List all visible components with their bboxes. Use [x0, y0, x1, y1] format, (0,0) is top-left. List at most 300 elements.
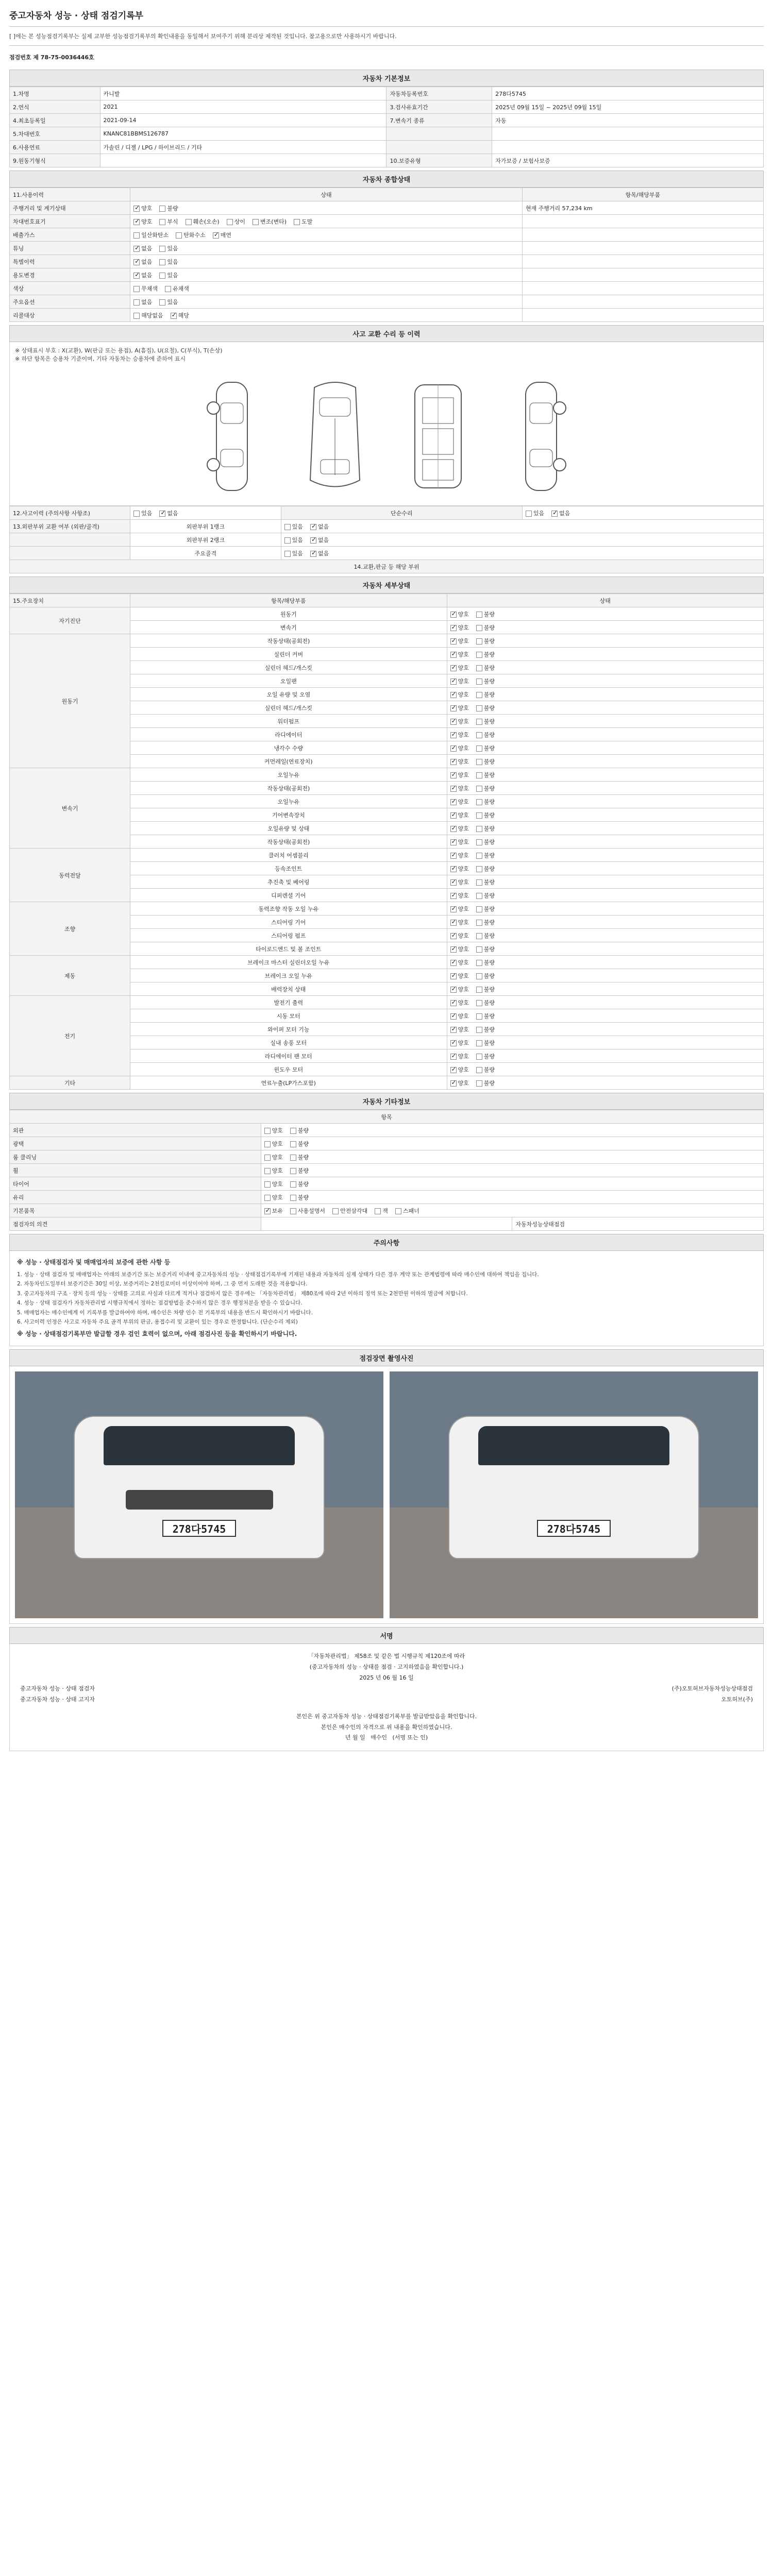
- state-good-checkbox[interactable]: [450, 705, 457, 711]
- etc-bad-checkbox[interactable]: [290, 1181, 296, 1188]
- detail-item: 시동 모터: [130, 1009, 447, 1023]
- state-bad-checkbox[interactable]: [476, 920, 482, 926]
- detail-item: 냉각수 수량: [130, 741, 447, 755]
- general-option: 변조(변타): [253, 217, 287, 226]
- repair-yes-checkbox[interactable]: [526, 511, 532, 517]
- general-label: 특별이력: [10, 255, 130, 268]
- general-checkbox[interactable]: [133, 273, 140, 279]
- state-good-checkbox[interactable]: [450, 625, 457, 631]
- detail-item: 윈도우 모터: [130, 1063, 447, 1076]
- general-checkbox[interactable]: [159, 219, 165, 225]
- etc-options: 양호 불량: [261, 1137, 763, 1150]
- state-good-checkbox[interactable]: [450, 786, 457, 792]
- basic-value-2: [492, 141, 764, 154]
- state-good-checkbox[interactable]: [450, 692, 457, 698]
- general-checkbox[interactable]: [253, 219, 259, 225]
- detail-state: ✓ 양호 불량: [447, 768, 763, 782]
- detail-group: 조향: [10, 902, 130, 956]
- etc-options: 양호 불량: [261, 1177, 763, 1191]
- state-good-checkbox[interactable]: [450, 1067, 457, 1073]
- detail-item: 브레이크 마스터 실린더오일 누유: [130, 956, 447, 969]
- col-state: 상태: [130, 188, 523, 201]
- accident-table: [9, 506, 764, 573]
- basic-value: 2021: [100, 100, 386, 114]
- detail-item: 와이퍼 모터 기능: [130, 1023, 447, 1036]
- general-option: 해당없음: [133, 311, 163, 319]
- opinion-label: 점검자의 의견: [10, 1217, 261, 1231]
- basic-row: [10, 100, 764, 114]
- etc-row: [10, 1124, 764, 1137]
- state-bad-checkbox[interactable]: [476, 638, 482, 645]
- detail-state: ✓ 양호 불량: [447, 902, 763, 916]
- state-good-checkbox[interactable]: [450, 839, 457, 845]
- detail-state: ✓ 양호 불량: [447, 1076, 763, 1090]
- state-good-checkbox[interactable]: [450, 1054, 457, 1060]
- state-bad-checkbox[interactable]: [476, 906, 482, 912]
- etc-row: [10, 1164, 764, 1177]
- general-row: [10, 268, 764, 282]
- detail-state: ✓ 양호 불량: [447, 674, 763, 688]
- state-good-checkbox[interactable]: [450, 612, 457, 618]
- general-option: 탄화수소: [176, 231, 206, 239]
- detail-header: 자동차 세부상태: [9, 577, 764, 594]
- general-option: 일산화탄소: [133, 231, 169, 239]
- general-checkbox[interactable]: [227, 219, 233, 225]
- state-bad-checkbox[interactable]: [476, 839, 482, 845]
- notes-title: ※ 성능 · 상태점검자 및 매매업자의 보증에 관한 사항 등: [17, 1259, 171, 1266]
- general-row: [10, 295, 764, 309]
- detail-state: ✓ 양호 불량: [447, 1023, 763, 1036]
- basic-items-label: 기본품목: [10, 1204, 261, 1217]
- detail-item: 작동상태(공회전): [130, 634, 447, 648]
- state-bad-checkbox[interactable]: [476, 745, 482, 752]
- exchange-no-checkbox[interactable]: [310, 524, 316, 530]
- general-option: 도말: [294, 217, 312, 226]
- etc-label: 휠: [10, 1164, 261, 1177]
- general-option: ✓ 없음: [133, 271, 152, 279]
- general-checkbox[interactable]: [186, 219, 192, 225]
- state-good-checkbox[interactable]: [450, 1013, 457, 1020]
- state-bad-checkbox[interactable]: [476, 826, 482, 832]
- general-label: 튜닝: [10, 242, 130, 255]
- detail-item: 스티어링 펌프: [130, 929, 447, 942]
- general-options: [130, 309, 523, 322]
- general-options: [130, 255, 523, 268]
- state-bad-checkbox[interactable]: [476, 692, 482, 698]
- detail-state: ✓ 양호 불량: [447, 822, 763, 835]
- opinion-value: [261, 1217, 512, 1231]
- etc-row: [10, 1177, 764, 1191]
- general-checkbox[interactable]: [133, 219, 140, 225]
- exchange-options: 있음✓ 없음: [281, 547, 763, 560]
- general-options: [130, 268, 523, 282]
- basic-row: [10, 141, 764, 154]
- detail-state: ✓ 양호 불량: [447, 1036, 763, 1049]
- state-good-checkbox[interactable]: [450, 853, 457, 859]
- general-state-table: [9, 188, 764, 322]
- state-good-checkbox[interactable]: [450, 893, 457, 899]
- basic-value-2: [492, 127, 764, 141]
- exchange-part: 외판부위 2랭크: [130, 533, 281, 547]
- state-bad-checkbox[interactable]: [476, 772, 482, 778]
- basic-item-checkbox[interactable]: [395, 1208, 401, 1214]
- state-bad-checkbox[interactable]: [476, 625, 482, 631]
- sign-line-1: 「자동차관리법」 제58조 및 같은 법 시행규칙 제120조에 따라: [308, 1653, 465, 1660]
- note-line: 1. 성능 · 상태 점검자 및 매매업자는 아래의 보증기간 또는 보증거리 이내에 중고자동차의 성능 · 상태점검기록부에 기재된 내용과 자동차의 실제 상태가 다른 경우 계약 또는 관계법령에 따라 매수인에 대하여 책임을 집니다.: [17, 1272, 539, 1278]
- exchange-yes-checkbox[interactable]: [284, 551, 291, 557]
- etc-row: [10, 1191, 764, 1204]
- general-option: ✓ 해당: [171, 311, 189, 319]
- detail-item: 기어변속장치: [130, 808, 447, 822]
- state-bad-checkbox[interactable]: [476, 665, 482, 671]
- detail-state: ✓ 양호 불량: [447, 835, 763, 849]
- etc-label: 유리: [10, 1191, 261, 1204]
- general-checkbox[interactable]: [171, 313, 177, 319]
- repair-no-checkbox[interactable]: [551, 511, 558, 517]
- exchange-row: [10, 547, 764, 560]
- general-checkbox[interactable]: [159, 246, 165, 252]
- notes-body: [9, 1251, 764, 1346]
- general-detail: [522, 295, 763, 309]
- detail-item: 작동상태(공회전): [130, 782, 447, 795]
- general-row: [10, 282, 764, 295]
- basic-info-table: [9, 87, 764, 167]
- state-good-checkbox[interactable]: [450, 759, 457, 765]
- general-checkbox[interactable]: [165, 286, 171, 292]
- detail-row: [10, 768, 764, 782]
- detail-state: ✓ 양호 불량: [447, 755, 763, 768]
- basic-item-checkbox[interactable]: [332, 1208, 339, 1214]
- receipt-date: 년 월 일: [345, 1734, 365, 1741]
- state-bad-checkbox[interactable]: [476, 893, 482, 899]
- detail-item: 등속조인트: [130, 862, 447, 875]
- general-detail: [522, 268, 763, 282]
- state-good-checkbox[interactable]: [450, 960, 457, 966]
- etc-bad-checkbox[interactable]: [290, 1168, 296, 1174]
- exchange-part: 주요골격: [130, 547, 281, 560]
- detail-item: 스티어링 기어: [130, 916, 447, 929]
- basic-info-header: 자동차 기본정보: [9, 70, 764, 87]
- inspector-value: (주)오토허브자동차성능상태점검: [671, 1685, 753, 1692]
- state-bad-checkbox[interactable]: [476, 786, 482, 792]
- detail-item: 클러치 어셈블리: [130, 849, 447, 862]
- basic-value: 카니발: [100, 87, 386, 100]
- detail-state: ✓ 양호 불량: [447, 741, 763, 755]
- general-option: ✓ 양호: [133, 204, 152, 212]
- general-checkbox[interactable]: [133, 246, 140, 252]
- exchange-label: [10, 533, 130, 547]
- detail-item: 실내 송풍 모터: [130, 1036, 447, 1049]
- detail-item: 브레이크 오일 누유: [130, 969, 447, 982]
- exchange-yes-checkbox[interactable]: [284, 524, 291, 530]
- state-good-checkbox[interactable]: [450, 799, 457, 805]
- notes-header: 주의사항: [9, 1234, 764, 1251]
- exchange-row: [10, 520, 764, 533]
- state-good-checkbox[interactable]: [450, 1040, 457, 1046]
- sign-section: [9, 1644, 764, 1751]
- detail-group: 기타: [10, 1076, 130, 1090]
- basic-key: 1.차명: [10, 87, 100, 100]
- general-option: ✓ 없음: [133, 258, 152, 266]
- notes-footer: ※ 성능 · 상태점검기록부만 발급할 경우 검인 효력이 없으며, 아래 점검사진 등을 확인하시기 바랍니다.: [17, 1330, 297, 1338]
- state-good-checkbox[interactable]: [450, 946, 457, 953]
- state-bad-checkbox[interactable]: [476, 933, 482, 939]
- basic-value-2: 2025년 09월 15일 ~ 2025년 09월 15일: [492, 100, 764, 114]
- detail-state: ✓ 양호 불량: [447, 701, 763, 715]
- state-bad-checkbox[interactable]: [476, 973, 482, 979]
- document-title: 중고자동차 성능 · 상태 점검기록부: [9, 6, 764, 27]
- etc-options: 양호 불량: [261, 1150, 763, 1164]
- detail-state: ✓ 양호 불량: [447, 607, 763, 621]
- state-bad-checkbox[interactable]: [476, 1054, 482, 1060]
- state-good-checkbox[interactable]: [450, 745, 457, 752]
- general-option: 있음: [159, 271, 178, 279]
- detail-item: 오일누유: [130, 768, 447, 782]
- state-bad-checkbox[interactable]: [476, 1027, 482, 1033]
- state-good-checkbox[interactable]: [450, 906, 457, 912]
- state-bad-checkbox[interactable]: [476, 612, 482, 618]
- etc-bad-checkbox[interactable]: [290, 1141, 296, 1147]
- general-checkbox[interactable]: [159, 259, 165, 265]
- accident-yes-checkbox[interactable]: [133, 511, 140, 517]
- front-photo: [15, 1371, 383, 1618]
- etc-good-checkbox[interactable]: [264, 1168, 271, 1174]
- state-bad-checkbox[interactable]: [476, 732, 482, 738]
- general-label: 주요옵션: [10, 295, 130, 309]
- detail-group: 변속기: [10, 768, 130, 849]
- state-good-checkbox[interactable]: [450, 679, 457, 685]
- general-label: 주행거리 및 계기상태: [10, 201, 130, 215]
- state-bad-checkbox[interactable]: [476, 853, 482, 859]
- state-bad-checkbox[interactable]: [476, 719, 482, 725]
- detail-item: 변속기: [130, 621, 447, 634]
- state-good-checkbox[interactable]: [450, 652, 457, 658]
- col-part: 항목/해당부품: [130, 594, 447, 607]
- general-row: [10, 228, 764, 242]
- detail-state: ✓ 양호 불량: [447, 862, 763, 875]
- etc-good-checkbox[interactable]: [264, 1155, 271, 1161]
- general-checkbox[interactable]: [133, 206, 140, 212]
- general-row: [10, 309, 764, 322]
- legend-line-2: ※ 하단 항목은 승용차 기준이며, 기타 자동차는 승용차에 준하여 표시: [15, 355, 186, 362]
- detail-item: 실린더 헤드/개스킷: [130, 701, 447, 715]
- general-option: 부식: [159, 217, 178, 226]
- detail-state: ✓ 양호 불량: [447, 916, 763, 929]
- general-label: 배출가스: [10, 228, 130, 242]
- state-bad-checkbox[interactable]: [476, 987, 482, 993]
- recipient-label: 매수인: [371, 1734, 388, 1741]
- legend-line-1: ※ 상태표시 부호 : X(교환), W(판금 또는 용접), A(흠집), U(요철), C(부식), T(손상): [15, 347, 223, 354]
- state-good-checkbox[interactable]: [450, 879, 457, 886]
- general-checkbox[interactable]: [176, 232, 182, 239]
- basic-item-checkbox[interactable]: [375, 1208, 381, 1214]
- general-checkbox[interactable]: [133, 313, 140, 319]
- etc-bad-checkbox[interactable]: [290, 1128, 296, 1134]
- etc-row: [10, 1150, 764, 1164]
- detail-row: [10, 996, 764, 1009]
- detail-state: ✓ 양호 불량: [447, 956, 763, 969]
- state-bad-checkbox[interactable]: [476, 1000, 482, 1006]
- basic-item-checkbox[interactable]: [290, 1208, 296, 1214]
- basic-key-2: 10.보증유형: [386, 154, 492, 167]
- state-bad-checkbox[interactable]: [476, 879, 482, 886]
- general-detail: [522, 255, 763, 268]
- state-bad-checkbox[interactable]: [476, 1067, 482, 1073]
- general-detail: [522, 282, 763, 295]
- simple-repair-label: 단순수리: [281, 506, 522, 520]
- general-row: [10, 242, 764, 255]
- state-bad-checkbox[interactable]: [476, 1080, 482, 1087]
- state-good-checkbox[interactable]: [450, 933, 457, 939]
- general-checkbox[interactable]: [159, 206, 165, 212]
- col-main-device: 15.주요장치: [10, 594, 130, 607]
- basic-key: 2.연식: [10, 100, 100, 114]
- rear-plate: 278다5745: [537, 1520, 611, 1537]
- general-checkbox[interactable]: [294, 219, 300, 225]
- general-option: 유채색: [165, 284, 189, 293]
- detail-item: 연료누출(LP가스포함): [130, 1076, 447, 1090]
- col-usage-history: 11.사용이력: [10, 188, 130, 201]
- detail-item: 오일 유량 및 오염: [130, 688, 447, 701]
- seller-value: 오토허브(주): [721, 1696, 753, 1703]
- state-bad-checkbox[interactable]: [476, 946, 482, 953]
- detail-item: 디퍼렌셜 기어: [130, 889, 447, 902]
- state-bad-checkbox[interactable]: [476, 799, 482, 805]
- detail-row: [10, 634, 764, 648]
- etc-bad-checkbox[interactable]: [290, 1155, 296, 1161]
- notice-text: [ ]에는 본 성능점검기록부는 실제 교부한 성능점검기록부의 확인내용을 동일해서 보여주기 위해 분리상 제작된 것입니다. 참고용으로만 사용하시기 바랍니다.: [9, 27, 764, 46]
- basic-value: [100, 154, 386, 167]
- state-good-checkbox[interactable]: [450, 732, 457, 738]
- etc-bad-checkbox[interactable]: [290, 1195, 296, 1201]
- etc-row: [10, 1137, 764, 1150]
- note-line: 2. 자동차인도일부터 보증기간은 30일 이상, 보증거리는 2천킬로미터 이상이어야 하며, 그 중 먼저 도래한 것을 적용합니다.: [17, 1281, 308, 1287]
- basic-key-2: 3.검사유효기간: [386, 100, 492, 114]
- state-bad-checkbox[interactable]: [476, 705, 482, 711]
- general-detail: [522, 242, 763, 255]
- basic-key-2: 자동차등록번호: [386, 87, 492, 100]
- general-checkbox[interactable]: [159, 273, 165, 279]
- state-bad-checkbox[interactable]: [476, 1040, 482, 1046]
- detail-group: 전기: [10, 996, 130, 1076]
- accident-header: 사고 교환 수리 등 이력: [9, 325, 764, 342]
- etc-good-checkbox[interactable]: [264, 1141, 271, 1147]
- state-good-checkbox[interactable]: [450, 812, 457, 819]
- state-good-checkbox[interactable]: [450, 987, 457, 993]
- detail-group: 동력전달: [10, 849, 130, 902]
- col-detail-state: 상태: [447, 594, 763, 607]
- state-bad-checkbox[interactable]: [476, 812, 482, 819]
- accident-legend: [9, 342, 764, 367]
- simple-repair-value: 있음✓ 없음: [522, 506, 763, 520]
- basic-value: KNANC81BBMS126787: [100, 127, 386, 141]
- state-good-checkbox[interactable]: [450, 973, 457, 979]
- general-options: [130, 282, 523, 295]
- accident-history-value: 있음✓ 없음: [130, 506, 281, 520]
- general-options: [130, 242, 523, 255]
- col-detail: 항목/해당부품: [522, 188, 763, 201]
- state-good-checkbox[interactable]: [450, 665, 457, 671]
- state-bad-checkbox[interactable]: [476, 679, 482, 685]
- basic-row: [10, 114, 764, 127]
- general-option: ✓ 매연: [213, 231, 231, 239]
- state-bad-checkbox[interactable]: [476, 866, 482, 872]
- detail-group: 제동: [10, 956, 130, 996]
- detail-state: ✓ 양호 불량: [447, 728, 763, 741]
- basic-key: 5.차대번호: [10, 127, 100, 141]
- exchange-no-checkbox[interactable]: [310, 537, 316, 544]
- signature-field[interactable]: (서명 또는 인): [392, 1734, 428, 1741]
- state-bad-checkbox[interactable]: [476, 960, 482, 966]
- etc-table: [9, 1110, 764, 1231]
- etc-options: 양호 불량: [261, 1124, 763, 1137]
- exchange-no-checkbox[interactable]: [310, 551, 316, 557]
- photos-header: 점검장면 촬영사진: [9, 1349, 764, 1366]
- state-bad-checkbox[interactable]: [476, 652, 482, 658]
- basic-item-checkbox[interactable]: [264, 1208, 271, 1214]
- state-good-checkbox[interactable]: [450, 826, 457, 832]
- etc-label: 외관: [10, 1124, 261, 1137]
- general-checkbox[interactable]: [133, 259, 140, 265]
- detail-item: 배력장치 상태: [130, 982, 447, 996]
- general-options: [130, 201, 523, 215]
- etc-good-checkbox[interactable]: [264, 1195, 271, 1201]
- detail-item: 오일누유: [130, 795, 447, 808]
- detail-state: ✓ 양호 불량: [447, 688, 763, 701]
- state-good-checkbox[interactable]: [450, 719, 457, 725]
- general-row: [10, 255, 764, 268]
- state-good-checkbox[interactable]: [450, 772, 457, 778]
- general-checkbox[interactable]: [133, 232, 140, 239]
- detail-item: 라디에이터 팬 모터: [130, 1049, 447, 1063]
- general-row: [10, 201, 764, 215]
- photos-row: [9, 1366, 764, 1624]
- basic-key-2: [386, 127, 492, 141]
- accident-no-checkbox[interactable]: [159, 511, 165, 517]
- general-checkbox[interactable]: [213, 232, 219, 239]
- exchange-yes-checkbox[interactable]: [284, 537, 291, 544]
- detail-state: ✓ 양호 불량: [447, 942, 763, 956]
- car-left-side-icon: [196, 377, 268, 496]
- sign-line-2: (중고자동차의 성능 · 상태를 점검 · 고지하였음을 확인합니다.): [309, 1664, 464, 1671]
- state-good-checkbox[interactable]: [450, 1027, 457, 1033]
- etc-good-checkbox[interactable]: [264, 1181, 271, 1188]
- state-good-checkbox[interactable]: [450, 920, 457, 926]
- basic-key: 4.최초등록일: [10, 114, 100, 127]
- general-state-header: 자동차 종합상태: [9, 171, 764, 188]
- detail-item: 타이로드엔드 및 볼 조인트: [130, 942, 447, 956]
- general-checkbox[interactable]: [159, 299, 165, 306]
- detail-state: ✓ 양호 불량: [447, 889, 763, 902]
- state-good-checkbox[interactable]: [450, 1080, 457, 1087]
- general-checkbox[interactable]: [133, 286, 140, 292]
- general-checkbox[interactable]: [133, 299, 140, 306]
- basic-value-2: 자가보증 / 보험사보증: [492, 154, 764, 167]
- detail-state: ✓ 양호 불량: [447, 969, 763, 982]
- etc-good-checkbox[interactable]: [264, 1128, 271, 1134]
- exchange-row: [10, 533, 764, 547]
- state-good-checkbox[interactable]: [450, 638, 457, 645]
- state-bad-checkbox[interactable]: [476, 1013, 482, 1020]
- general-option: 있음: [159, 244, 178, 252]
- detail-item: 추진축 및 베어링: [130, 875, 447, 889]
- car-diagram: [9, 367, 764, 506]
- state-bad-checkbox[interactable]: [476, 759, 482, 765]
- state-good-checkbox[interactable]: [450, 1000, 457, 1006]
- note-line: 3. 중고자동차의 구조 · 장치 등의 성능 · 상태를 고의로 사실과 다르게 적거나 점검하지 않은 경우에는 「자동차관리법」 제80조에 따라 2년 이하의 징역 또는 2천만원 이하의 벌금에 처합니다.: [17, 1290, 468, 1297]
- detail-group: 원동기: [10, 634, 130, 768]
- state-good-checkbox[interactable]: [450, 866, 457, 872]
